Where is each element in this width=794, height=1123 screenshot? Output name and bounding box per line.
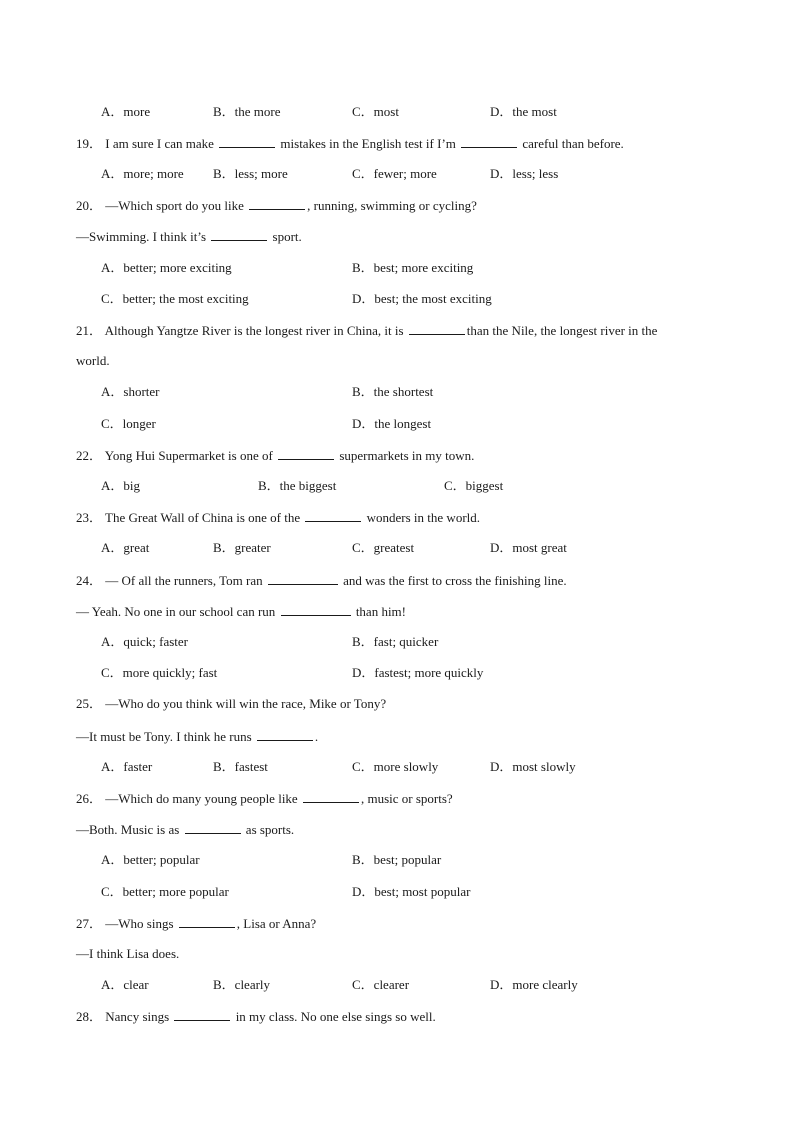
q28-stem (76, 1007, 436, 1025)
q23-stem (76, 508, 480, 526)
stem-text: Although Yangtze River is the longest river in China, it is (104, 323, 404, 338)
stem-text: —It must be Tony. I think he runs (76, 729, 252, 744)
stem-text: —Swimming. I think it’s (76, 229, 207, 244)
stem-text: — Of all the runners, Tom ran (105, 573, 263, 588)
q27-option-c[interactable]: C．clearer (352, 977, 410, 992)
q21-stem-line2 (76, 352, 110, 370)
answer-blank[interactable] (305, 508, 361, 522)
stem-text: Nancy sings (105, 1009, 170, 1024)
answer-blank[interactable] (268, 571, 338, 585)
answer-blank[interactable] (179, 914, 235, 928)
q22-option-a[interactable]: A．big (101, 478, 141, 493)
stem-text: . (314, 729, 319, 744)
q20-stem-line2 (76, 227, 302, 245)
answer-blank[interactable] (219, 134, 275, 148)
answer-blank[interactable] (174, 1007, 230, 1021)
stem-text: The Great Wall of China is one of the (105, 510, 301, 525)
q26-options-row2 (0, 883, 794, 901)
answer-blank[interactable] (303, 789, 359, 803)
stem-text: and was the first to cross the finishing line. (343, 573, 567, 588)
q25-options (0, 758, 794, 776)
q27-option-d[interactable]: D．more clearly (490, 977, 578, 992)
q19-option-b[interactable]: B．less; more (213, 166, 288, 181)
q24-option-d[interactable]: D．fastest; more quickly (352, 665, 484, 680)
q22-stem (76, 446, 474, 464)
stem-text: —Who sings (105, 916, 174, 931)
q26-option-b[interactable]: B．best; popular (352, 852, 442, 867)
q23-option-b[interactable]: B．greater (213, 540, 271, 555)
q21-options-row2 (0, 415, 794, 433)
stem-text: I am sure I can make (105, 136, 214, 151)
q20-option-b[interactable]: B．best; more exciting (352, 260, 474, 275)
q25-option-b[interactable]: B．fastest (213, 759, 268, 774)
question-number: 19． (76, 136, 103, 151)
q24-option-c[interactable]: C．more quickly; fast (101, 665, 218, 680)
q22-options (0, 477, 794, 495)
q20-option-a[interactable]: A．better; more exciting (101, 260, 232, 275)
q27-stem (76, 914, 316, 932)
q26-stem (76, 789, 453, 807)
stem-text: —Who do you think will win the race, Mike or Tony? (105, 696, 387, 711)
q24-stem (76, 571, 567, 589)
q23-option-d[interactable]: D．most great (490, 540, 567, 555)
q18-options (0, 103, 794, 121)
stem-text: , Lisa or Anna? (236, 916, 317, 931)
q25-stem-line2 (76, 727, 318, 745)
q20-option-c[interactable]: C．better; the most exciting (101, 291, 249, 306)
q24-options-row2 (0, 664, 794, 682)
stem-text: —I think Lisa does. (76, 946, 180, 961)
q21-option-c[interactable]: C．longer (101, 416, 156, 431)
q22-option-b[interactable]: B．the biggest (258, 478, 337, 493)
q20-stem (76, 196, 477, 214)
stem-text: —Which sport do you like (105, 198, 244, 213)
q23-options (0, 539, 794, 557)
q20-options-row2 (0, 290, 794, 308)
answer-blank[interactable] (461, 134, 517, 148)
answer-blank[interactable] (211, 227, 267, 241)
q22-option-c[interactable]: C．biggest (444, 478, 504, 493)
stem-text: —Which do many young people like (105, 791, 298, 806)
stem-text: supermarkets in my town. (339, 448, 475, 463)
q23-option-c[interactable]: C．greatest (352, 540, 415, 555)
q18-option-c[interactable]: C．most (352, 104, 399, 119)
question-number: 25． (76, 696, 103, 711)
answer-blank[interactable] (257, 727, 313, 741)
q24-option-b[interactable]: B．fast; quicker (352, 634, 439, 649)
stem-text: world. (76, 353, 110, 368)
question-number: 24． (76, 573, 103, 588)
stem-text: in my class. No one else sings so well. (235, 1009, 436, 1024)
answer-blank[interactable] (249, 196, 305, 210)
q25-stem (76, 695, 386, 713)
q21-stem (76, 321, 657, 339)
q23-option-a[interactable]: A．great (101, 540, 150, 555)
answer-blank[interactable] (409, 321, 465, 335)
stem-text: sport. (272, 229, 302, 244)
stem-text: than him! (355, 604, 406, 619)
stem-text: , running, swimming or cycling? (307, 198, 477, 213)
q24-stem-line2 (76, 602, 406, 620)
q19-options (0, 165, 794, 183)
q19-option-a[interactable]: A．more; more (101, 166, 184, 181)
question-number: 23． (76, 510, 103, 525)
stem-text: mistakes in the English test if I’m (280, 136, 456, 151)
stem-text: — Yeah. No one in our school can run (76, 604, 276, 619)
question-number: 21． (76, 323, 103, 338)
stem-text: than the Nile, the longest river in the (466, 323, 658, 338)
answer-blank[interactable] (185, 820, 241, 834)
answer-blank[interactable] (281, 602, 351, 616)
q27-stem-line2 (76, 945, 179, 963)
q26-options-row1 (0, 851, 794, 869)
q27-options (0, 976, 794, 994)
q24-option-a[interactable]: A．quick; faster (101, 634, 189, 649)
stem-text: wonders in the world. (366, 510, 481, 525)
question-number: 22． (76, 448, 103, 463)
q26-option-c[interactable]: C．better; more popular (101, 884, 229, 899)
q19-option-d[interactable]: D．less; less (490, 166, 559, 181)
question-number: 28． (76, 1009, 103, 1024)
q21-option-a[interactable]: A．shorter (101, 384, 160, 399)
q25-option-d[interactable]: D．most slowly (490, 759, 576, 774)
q25-option-a[interactable]: A．faster (101, 759, 153, 774)
q27-option-a[interactable]: A．clear (101, 977, 149, 992)
q26-option-a[interactable]: A．better; popular (101, 852, 200, 867)
q21-option-d[interactable]: D．the longest (352, 416, 432, 431)
q24-options-row1 (0, 633, 794, 651)
q18-option-d[interactable]: D．the most (490, 104, 557, 119)
question-number: 27． (76, 916, 103, 931)
stem-text: careful than before. (522, 136, 624, 151)
q18-option-a[interactable]: A．more (101, 104, 151, 119)
q19-option-c[interactable]: C．fewer; more (352, 166, 437, 181)
q27-option-b[interactable]: B．clearly (213, 977, 271, 992)
q21-options-row1 (0, 383, 794, 401)
q26-stem-line2 (76, 820, 294, 838)
stem-text: as sports. (245, 822, 295, 837)
q20-option-d[interactable]: D．best; the most exciting (352, 291, 492, 306)
question-number: 20． (76, 198, 103, 213)
q19-stem (76, 134, 624, 152)
stem-text: —Both. Music is as (76, 822, 180, 837)
stem-text: Yong Hui Supermarket is one of (104, 448, 273, 463)
q25-option-c[interactable]: C．more slowly (352, 759, 439, 774)
q18-option-b[interactable]: B．the more (213, 104, 281, 119)
question-number: 26． (76, 791, 103, 806)
stem-text: , music or sports? (360, 791, 453, 806)
answer-blank[interactable] (278, 446, 334, 460)
q21-option-b[interactable]: B．the shortest (352, 384, 434, 399)
q26-option-d[interactable]: D．best; most popular (352, 884, 471, 899)
q20-options-row1 (0, 259, 794, 277)
